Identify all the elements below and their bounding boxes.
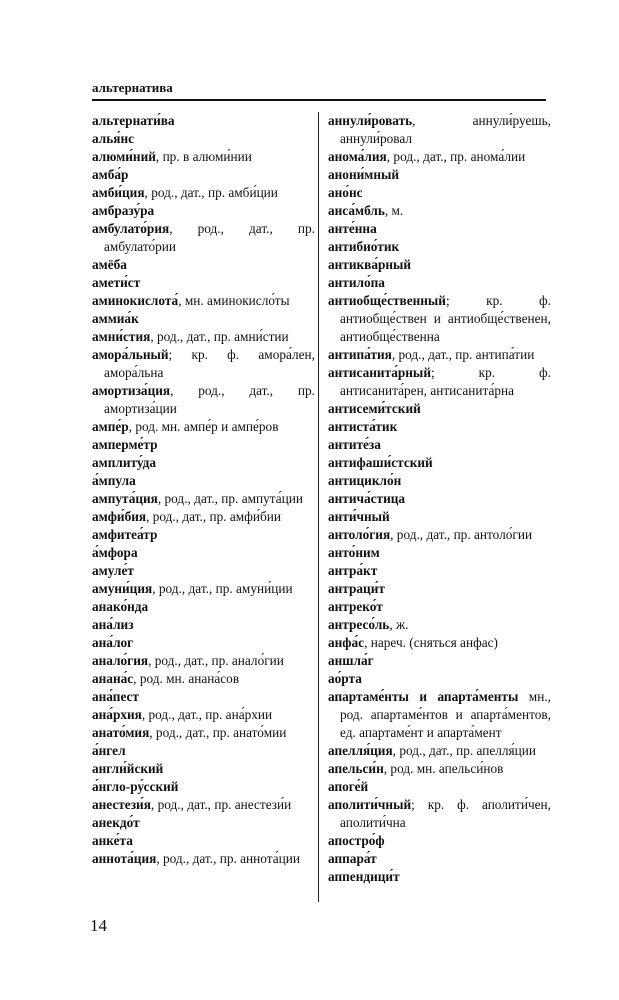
dictionary-entry: [328, 688, 551, 742]
dictionary-entry: [328, 670, 551, 688]
entry-headword: амперме́тр: [92, 437, 158, 452]
right-column: [328, 112, 551, 886]
entry-headword: антиста́тик: [328, 419, 398, 434]
entry-headword: анома́лия: [328, 149, 387, 164]
entry-headword: а́нгло-ру́сский: [92, 779, 179, 794]
dictionary-entry: [328, 742, 551, 760]
dictionary-entry: [92, 454, 315, 472]
entry-headword: а́мфора: [92, 545, 138, 560]
column-divider: [318, 112, 319, 902]
entry-headword: амортиза́ция: [92, 383, 171, 398]
entry-headword: аппара́т: [328, 851, 377, 866]
entry-headword: амба́р: [92, 167, 129, 182]
dictionary-entry: [328, 292, 551, 346]
dictionary-entry: [92, 328, 315, 346]
entry-headword: амёба: [92, 257, 127, 272]
dictionary-entry: [328, 778, 551, 796]
dictionary-entry: [92, 436, 315, 454]
entry-headword: антисеми́тский: [328, 401, 421, 416]
entry-grammar-note: , род., дат., пр. ана́рхии: [141, 707, 273, 722]
dictionary-entry: [328, 832, 551, 850]
entry-grammar-note: , род., дат., пр. анало́гии: [148, 653, 284, 668]
dictionary-entry: [328, 616, 551, 634]
dictionary-entry: [328, 256, 551, 274]
entry-grammar-note: , род., дат., пр. анато́мии: [149, 725, 287, 740]
entry-headword: а́мпула: [92, 473, 136, 488]
dictionary-entry: [328, 508, 551, 526]
dictionary-entry: [92, 526, 315, 544]
dictionary-entry: [328, 598, 551, 616]
dictionary-entry: [328, 166, 551, 184]
dictionary-entry: [92, 346, 315, 382]
entry-grammar-note: , род., дат., пр. антипа́тии: [391, 347, 535, 362]
dictionary-entry: [92, 796, 315, 814]
dictionary-entry: [92, 742, 315, 760]
dictionary-entry: [92, 418, 315, 436]
entry-headword: антреко́т: [328, 599, 383, 614]
entry-headword: анфа́с: [328, 635, 365, 650]
entry-headword: апоге́й: [328, 779, 369, 794]
entry-headword: а́нгел: [92, 743, 126, 758]
dictionary-entry: [328, 184, 551, 202]
entry-headword: антраци́т: [328, 581, 385, 596]
entry-headword: антиква́рный: [328, 257, 412, 272]
dictionary-entry: [92, 688, 315, 706]
dictionary-entry: [328, 454, 551, 472]
entry-headword: ана́лиз: [92, 617, 134, 632]
entry-headword: анато́мия: [92, 725, 150, 740]
entry-headword: аннули́ровать: [328, 113, 413, 128]
entry-headword: аминокислота́: [92, 293, 179, 308]
entry-headword: анти́чный: [328, 509, 390, 524]
entry-grammar-note: , род. мн. анана́сов: [133, 671, 240, 686]
dictionary-entry: [92, 562, 315, 580]
entry-grammar-note: , род., дат., пр. амфи́бии: [146, 509, 281, 524]
page-number: 14: [90, 916, 107, 935]
entry-headword: анто́ним: [328, 545, 380, 560]
dictionary-entry: [92, 220, 315, 256]
dictionary-entry: [328, 472, 551, 490]
dictionary-entry: [328, 238, 551, 256]
dictionary-entry: [92, 184, 315, 202]
entry-headword: антресо́ль: [328, 617, 390, 632]
entry-headword: ана́лог: [92, 635, 134, 650]
dictionary-entry: [92, 112, 315, 130]
entry-headword: аммиа́к: [92, 311, 139, 326]
dictionary-entry: [92, 472, 315, 490]
entry-headword: анке́та: [92, 833, 133, 848]
left-column: [92, 112, 315, 868]
entry-headword: амфитеа́тр: [92, 527, 158, 542]
dictionary-entry: [92, 850, 315, 868]
entry-grammar-note: , мн. аминокисло́ты: [178, 293, 290, 308]
dictionary-entry: [92, 544, 315, 562]
entry-headword: амплиту́да: [92, 455, 157, 470]
dictionary-entry: [92, 580, 315, 598]
entry-headword: амуни́ция: [92, 581, 153, 596]
entry-headword: амуле́т: [92, 563, 134, 578]
entry-headword: амети́ст: [92, 275, 141, 290]
entry-headword: ана́рхия: [92, 707, 142, 722]
entry-grammar-note: , род., дат., пр. амуни́ции: [152, 581, 293, 596]
dictionary-entry: [92, 706, 315, 724]
entry-headword: амора́льный: [92, 347, 169, 362]
entry-headword: аполити́чный: [328, 797, 412, 812]
dictionary-entry: [92, 490, 315, 508]
dictionary-entry: [92, 256, 315, 274]
dictionary-entry: [92, 598, 315, 616]
entry-grammar-note: , род., дат., пр. амбулато́рии: [104, 221, 315, 254]
entry-headword: антипа́тия: [328, 347, 392, 362]
entry-headword: апостро́ф: [328, 833, 385, 848]
dictionary-entry: [328, 634, 551, 652]
entry-grammar-note: , пр. в алюми́нии: [155, 149, 252, 164]
entry-headword: ампе́р: [92, 419, 129, 434]
entry-headword: апелля́ция: [328, 743, 393, 758]
dictionary-entry: [92, 274, 315, 292]
entry-grammar-note: , род., дат., пр. апелля́ции: [392, 743, 536, 758]
dictionary-entry: [328, 202, 551, 220]
dictionary-entry: [92, 760, 315, 778]
entry-grammar-note: , род., дат., пр. ампута́ции: [157, 491, 303, 506]
entry-headword: алюми́ний: [92, 149, 156, 164]
dictionary-entry: [328, 346, 551, 364]
dictionary-entry: [328, 220, 551, 238]
entry-grammar-note: , м.: [384, 203, 404, 218]
entry-headword: ампута́ция: [92, 491, 158, 506]
dictionary-entry: [92, 202, 315, 220]
entry-headword: анако́нда: [92, 599, 149, 614]
entry-headword: апельси́н: [328, 761, 384, 776]
entry-grammar-note: , род., дат., пр. амортиза́ции: [104, 383, 315, 416]
entry-headword: аппендици́т: [328, 869, 400, 884]
dictionary-entry: [92, 166, 315, 184]
dictionary-entry: [328, 850, 551, 868]
dictionary-entry: [92, 508, 315, 526]
dictionary-entry: [92, 616, 315, 634]
dictionary-entry: [328, 760, 551, 778]
dictionary-entry: [92, 814, 315, 832]
entry-headword: анекдо́т: [92, 815, 140, 830]
entry-headword: ао́рта: [328, 671, 362, 686]
dictionary-entry: [92, 310, 315, 328]
dictionary-entry: [92, 130, 315, 148]
dictionary-entry: [328, 544, 551, 562]
entry-grammar-note: ; кр. ф. антиобще́ствен и антиобще́ственен, антиобще́ственна: [340, 293, 551, 344]
entry-headword: амби́ция: [92, 185, 145, 200]
entry-headword: амбулато́рия: [92, 221, 170, 236]
entry-grammar-note: , род., дат., пр. анома́лии: [386, 149, 526, 164]
entry-headword: анса́мбль: [328, 203, 385, 218]
dictionary-entry: [328, 652, 551, 670]
dictionary-entry: [92, 634, 315, 652]
entry-headword: анало́гия: [92, 653, 149, 668]
entry-grammar-note: , род. мн. ампе́р и ампе́ров: [128, 419, 279, 434]
dictionary-entry: [328, 436, 551, 454]
dictionary-entry: [92, 778, 315, 796]
entry-headword: анони́мный: [328, 167, 400, 182]
entry-grammar-note: ; кр. ф. аполити́чен, аполити́чна: [340, 797, 551, 830]
entry-headword: амфи́бия: [92, 509, 147, 524]
entry-headword: антисанита́рный: [328, 365, 431, 380]
dictionary-entry: [328, 418, 551, 436]
entry-grammar-note: , род. мн. апельси́нов: [383, 761, 504, 776]
dictionary-entry: [328, 400, 551, 418]
entry-headword: антифаши́стский: [328, 455, 433, 470]
entry-headword: амбразу́ра: [92, 203, 155, 218]
dictionary-entry: [328, 490, 551, 508]
dictionary-entry: [328, 868, 551, 886]
entry-headword: аннота́ция: [92, 851, 157, 866]
dictionary-entry: [328, 148, 551, 166]
entry-grammar-note: , род., дат., пр. аннота́ции: [156, 851, 300, 866]
entry-headword: антоло́гия: [328, 527, 391, 542]
entry-grammar-note: , род., дат., пр. амни́стии: [150, 329, 289, 344]
entry-headword: анестези́я: [92, 797, 151, 812]
entry-headword: англи́йский: [92, 761, 164, 776]
entry-headword: антиобще́ственный: [328, 293, 446, 308]
entry-headword: антицикло́н: [328, 473, 402, 488]
header-rule: [92, 99, 546, 101]
entry-grammar-note: , род., дат., пр. антоло́гии: [390, 527, 533, 542]
dictionary-entry: [92, 670, 315, 688]
dictionary-entry: [92, 148, 315, 166]
entry-headword: аншла́г: [328, 653, 374, 668]
dictionary-entry: [92, 652, 315, 670]
entry-headword: антило́па: [328, 275, 385, 290]
dictionary-entry: [328, 112, 551, 148]
dictionary-entry: [328, 796, 551, 832]
entry-grammar-note: ; кр. ф. антисанита́рен, антисанита́рна: [340, 365, 551, 398]
entry-headword: антибио́тик: [328, 239, 400, 254]
dictionary-entry: [328, 526, 551, 544]
entry-headword: алья́нс: [92, 131, 135, 146]
entry-grammar-note: , аннули́руешь, аннули́ровал: [340, 113, 551, 146]
dictionary-entry: [92, 382, 315, 418]
entry-grammar-note: мн., род. апартаме́нтов и апарта́ментов, ед. апартаме́нт и апарта́мент: [340, 689, 551, 740]
entry-grammar-note: , род., дат., пр. амби́ции: [144, 185, 278, 200]
entry-headword: антра́кт: [328, 563, 378, 578]
entry-headword: анана́с: [92, 671, 134, 686]
entry-grammar-note: , ж.: [389, 617, 409, 632]
dictionary-entry: [328, 580, 551, 598]
entry-grammar-note: , нареч. (сняться анфас): [364, 635, 498, 650]
entry-headword: амни́стия: [92, 329, 151, 344]
dictionary-entry: [92, 724, 315, 742]
dictionary-entry: [328, 562, 551, 580]
running-head: альтернатива: [92, 80, 173, 95]
dictionary-entry: [328, 364, 551, 400]
entry-headword: анте́нна: [328, 221, 377, 236]
dictionary-entry: [328, 274, 551, 292]
entry-headword: альтернати́ва: [92, 113, 175, 128]
entry-headword: антите́за: [328, 437, 381, 452]
entry-headword: апартаме́нты и апарта́менты: [328, 689, 519, 704]
entry-grammar-note: ; кр. ф. амора́лен, амора́льна: [104, 347, 315, 380]
entry-headword: ана́пест: [92, 689, 139, 704]
dictionary-entry: [92, 832, 315, 850]
entry-headword: антича́стица: [328, 491, 406, 506]
entry-headword: ано́нс: [328, 185, 363, 200]
dictionary-entry: [92, 292, 315, 310]
entry-grammar-note: , род., дат., пр. анестези́и: [150, 797, 292, 812]
